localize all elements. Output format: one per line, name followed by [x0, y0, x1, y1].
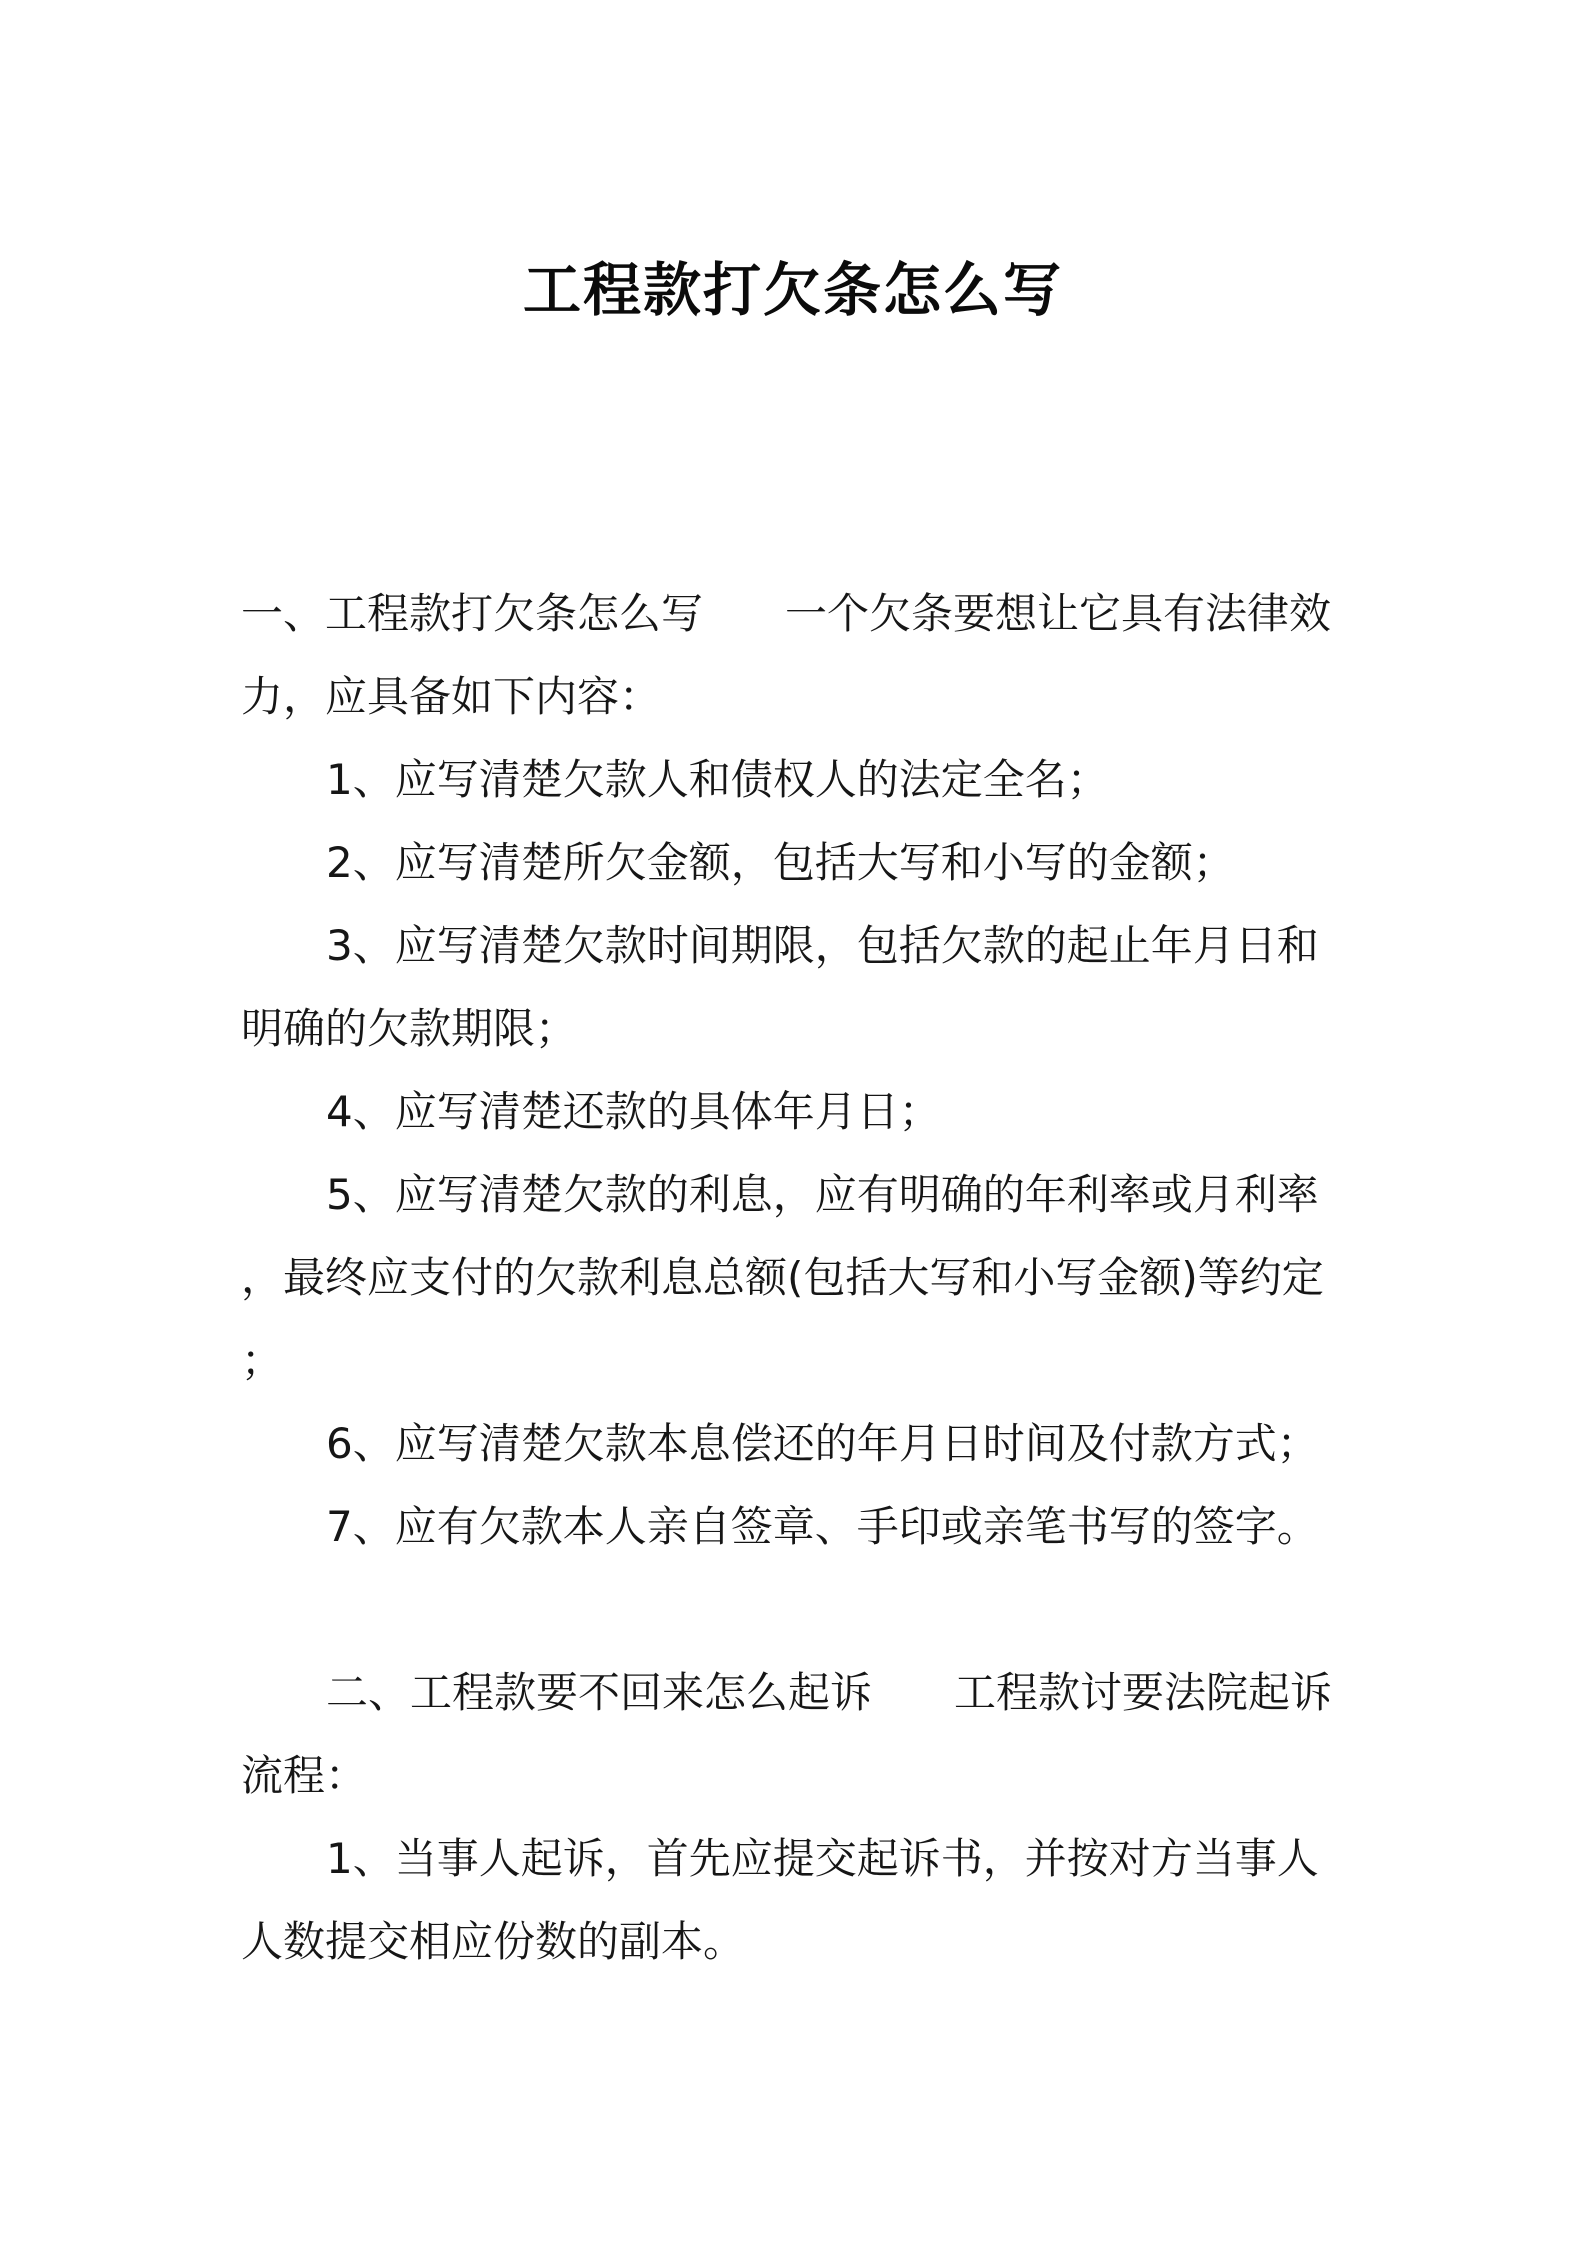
list-item: 1、当事人起诉，首先应提交起诉书，并按对方当事人	[326, 1834, 1319, 1883]
paragraph-line	[241, 1651, 1351, 1734]
list-item: 6、应写清楚欠款本息偿还的年月日时间及付款方式；	[326, 1419, 1319, 1468]
paragraph-line	[241, 572, 1351, 655]
list-item: 5、应写清楚欠款的利息，应有明确的年利率或月利率	[326, 1170, 1319, 1219]
document-body	[241, 572, 1351, 1983]
list-item: 1、应写清楚欠款人和债权人的法定全名；	[326, 755, 1109, 804]
list-item: 7、应有欠款本人亲自签章、手印或亲笔书写的签字。	[326, 1502, 1319, 1551]
list-item: 2、应写清楚所欠金额，包括大写和小写的金额；	[326, 838, 1235, 887]
section-heading-2: 二、工程款要不回来怎么起诉	[326, 1668, 873, 1717]
section-heading-1: 一、工程款打欠条怎么写	[241, 589, 704, 638]
paragraph-line: ；	[241, 1336, 284, 1385]
paragraph-text: 一个欠条要想让它具有法律效	[785, 589, 1332, 638]
paragraph-line: 力，应具备如下内容：	[241, 672, 662, 721]
paragraph-line: 明确的欠款期限；	[241, 1004, 578, 1053]
paragraph-line: 流程：	[241, 1751, 368, 1800]
document-title: 工程款打欠条怎么写	[522, 256, 1063, 324]
paragraph-text: 工程款讨要法院起诉	[954, 1668, 1333, 1717]
list-item: 3、应写清楚欠款时间期限，包括欠款的起止年月日和	[326, 921, 1319, 970]
paragraph-line: ，最终应支付的欠款利息总额(包括大写和小写金额)等约定	[241, 1253, 1324, 1302]
paragraph-spacer	[241, 1568, 1351, 1651]
list-item: 4、应写清楚还款的具体年月日；	[326, 1087, 941, 1136]
paragraph-line: 人数提交相应份数的副本。	[241, 1917, 746, 1966]
